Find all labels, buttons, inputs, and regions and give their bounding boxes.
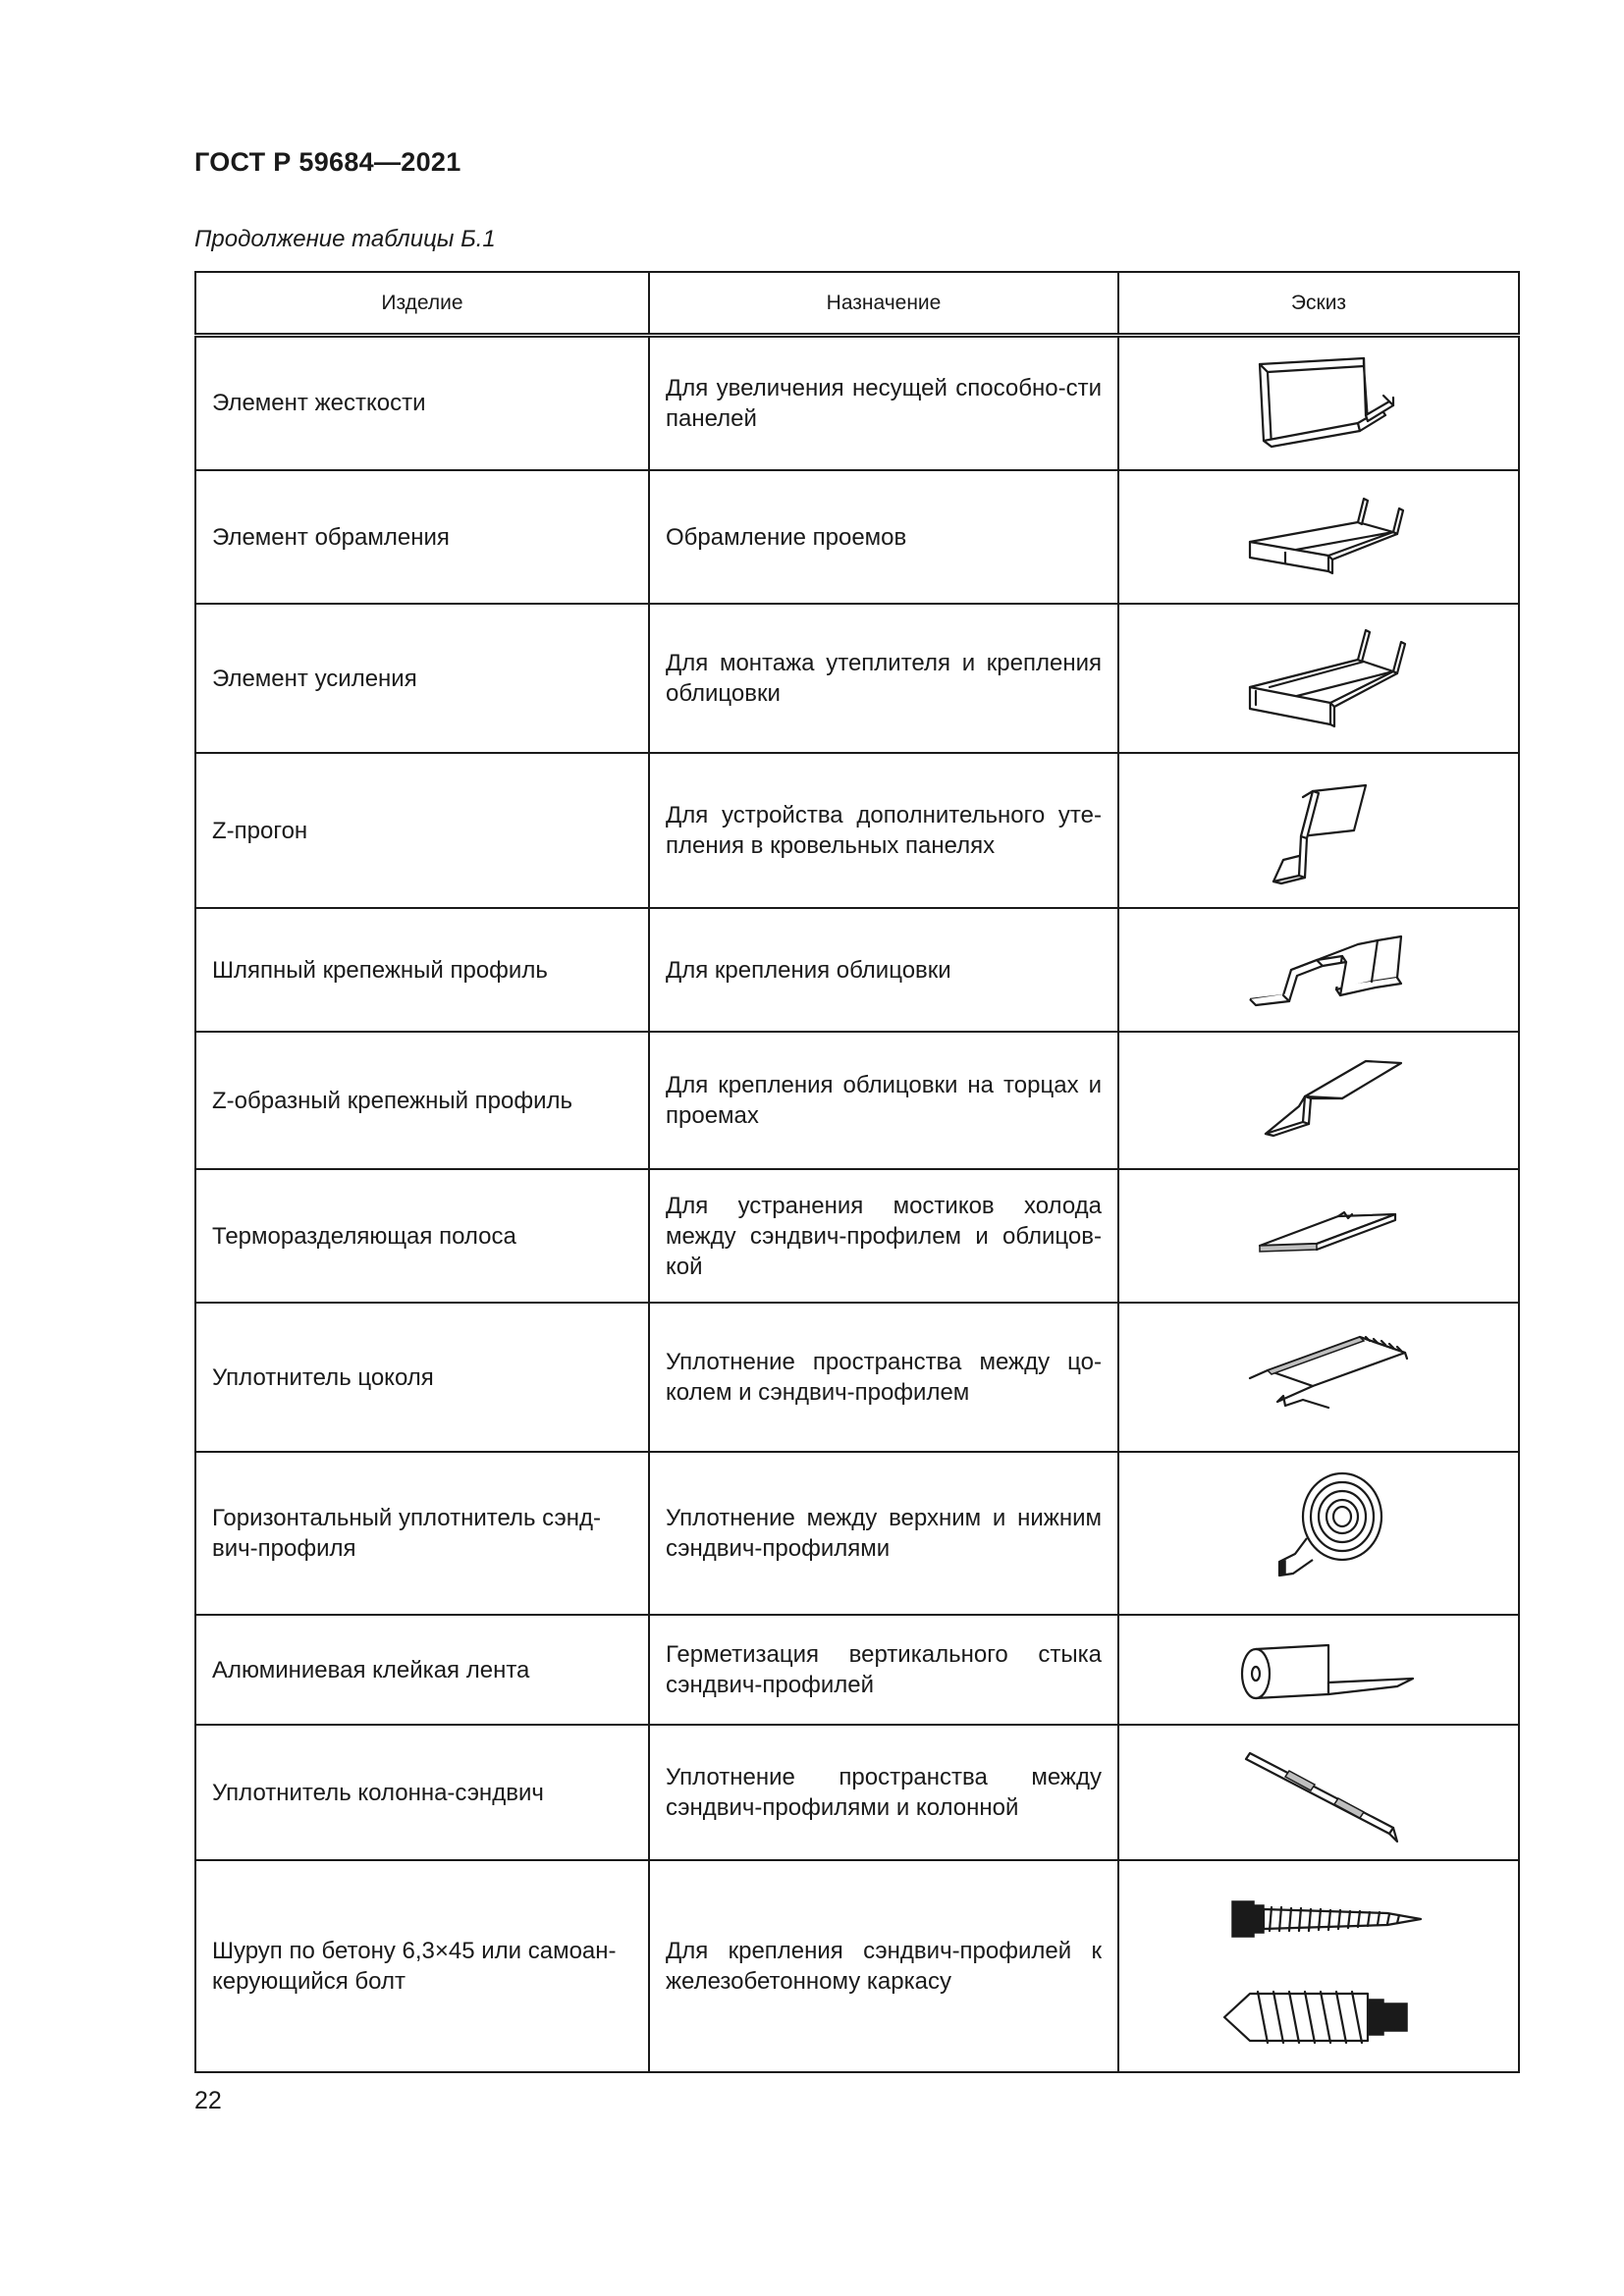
sketch-cell (1118, 1452, 1519, 1615)
z-fastening-profile-sketch (1220, 1041, 1417, 1159)
sketch-cell (1118, 604, 1519, 753)
sketch-cell (1118, 1860, 1519, 2072)
table-row (195, 1452, 1519, 1615)
column-seal-strip-sketch (1220, 1734, 1417, 1851)
table-row (195, 1032, 1519, 1169)
products-table (194, 271, 1520, 2073)
document-title: ГОСТ Р 59684—2021 (194, 147, 461, 177)
aluminium-tape-roll-sketch (1211, 1626, 1427, 1714)
sketch-cell (1118, 335, 1519, 470)
table-row (195, 604, 1519, 753)
product-cell: Элемент усиления (195, 604, 649, 753)
purpose-cell: Для устройства дополнительного уте-пления в кровельных панелях (649, 753, 1118, 908)
column-header-product: Изделие (195, 272, 649, 335)
purpose-cell: Для устранения мостиков холода между сэндвич-профилем и облицов-кой (649, 1169, 1118, 1303)
purpose-cell: Для крепления сэндвич-профилей к железобетонному каркасу (649, 1860, 1118, 2072)
sketch-cell (1118, 470, 1519, 604)
product-cell: Терморазделяющая полоса (195, 1169, 649, 1303)
product-cell: Z-образный крепежный профиль (195, 1032, 649, 1169)
page-number: 22 (194, 2087, 222, 2114)
product-cell: Горизонтальный уплотнитель сэнд-вич-профиля (195, 1452, 649, 1615)
sketch-cell (1118, 1303, 1519, 1452)
framing-channel-sketch (1220, 483, 1417, 591)
table-row (195, 1169, 1519, 1303)
table-row (195, 908, 1519, 1032)
purpose-cell: Уплотнение пространства между сэндвич-профилями и колонной (649, 1725, 1118, 1860)
z-purlin-sketch (1220, 762, 1417, 899)
sketch-cell (1118, 1169, 1519, 1303)
sketch-cell (1118, 908, 1519, 1032)
product-cell: Шляпный крепежный профиль (195, 908, 649, 1032)
seal-tape-roll-sketch (1220, 1460, 1417, 1607)
table-row (195, 1860, 1519, 2072)
reinforcement-channel-sketch (1220, 614, 1417, 742)
stiffener-profile-sketch (1220, 345, 1417, 462)
product-cell: Алюминиевая клейкая лента (195, 1615, 649, 1725)
purpose-cell: Для монтажа утеплителя и крепления облицовки (649, 604, 1118, 753)
product-cell: Шуруп по бетону 6,3×45 или самоан-керующийся болт (195, 1860, 649, 2072)
purpose-cell: Уплотнение пространства между цо-колем и сэндвич-профилем (649, 1303, 1118, 1452)
sketch-cell (1118, 753, 1519, 908)
purpose-cell: Для крепления облицовки (649, 908, 1118, 1032)
purpose-cell: Для увеличения несущей способно-сти панелей (649, 335, 1118, 470)
purpose-cell: Герметизация вертикального стыка сэндвич-профилей (649, 1615, 1118, 1725)
purpose-cell: Уплотнение между верхним и нижним сэндвич-профилями (649, 1452, 1118, 1615)
table-header-row (195, 272, 1519, 335)
table-row (195, 470, 1519, 604)
table-row (195, 1615, 1519, 1725)
purpose-cell: Обрамление проемов (649, 470, 1118, 604)
product-cell: Уплотнитель колонна-сэндвич (195, 1725, 649, 1860)
thermal-break-strip-sketch (1220, 1187, 1417, 1285)
sketch-cell (1118, 1032, 1519, 1169)
table-row (195, 1303, 1519, 1452)
hat-profile-sketch (1220, 921, 1417, 1019)
column-header-purpose: Назначение (649, 272, 1118, 335)
plinth-seal-sketch (1220, 1313, 1417, 1441)
product-cell: Элемент обрамления (195, 470, 649, 604)
table-caption: Продолжение таблицы Б.1 (194, 226, 496, 252)
table-row (195, 335, 1519, 470)
purpose-cell: Для крепления облицовки на торцах и проемах (649, 1032, 1118, 1169)
sketch-cell (1118, 1725, 1519, 1860)
column-header-sketch: Эскиз (1118, 272, 1519, 335)
table-row (195, 1725, 1519, 1860)
screw-and-anchor-bolt-sketch (1211, 1868, 1427, 2064)
product-cell: Уплотнитель цоколя (195, 1303, 649, 1452)
product-cell: Z-прогон (195, 753, 649, 908)
table-row (195, 753, 1519, 908)
sketch-cell (1118, 1615, 1519, 1725)
product-cell: Элемент жесткости (195, 335, 649, 470)
